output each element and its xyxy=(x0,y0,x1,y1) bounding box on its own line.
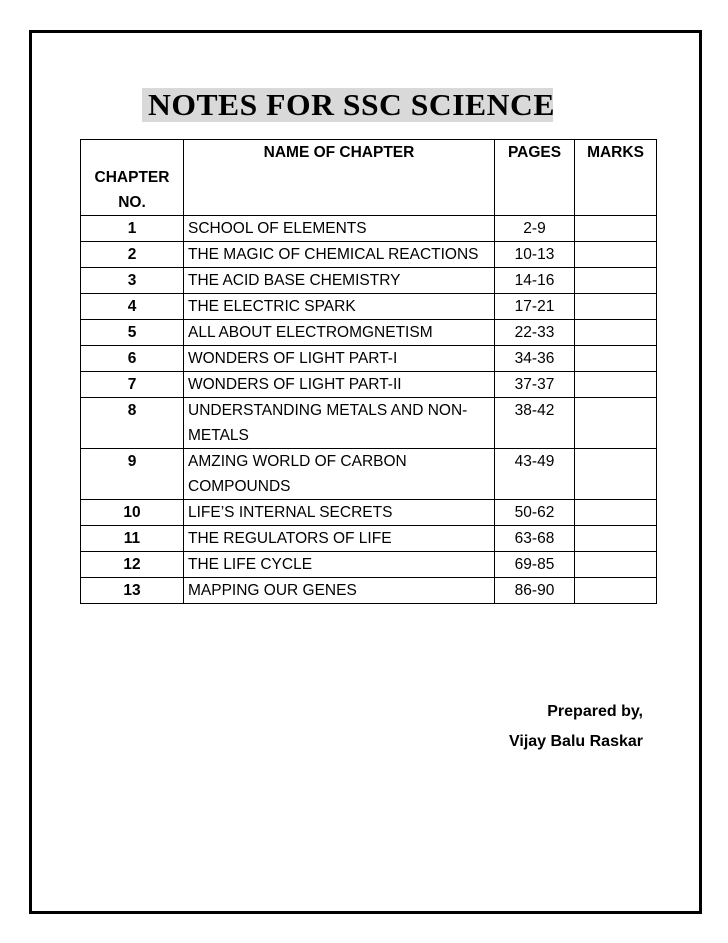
chapter-name-cell: ALL ABOUT ELECTROMGNETISM xyxy=(184,320,495,346)
table-row xyxy=(81,500,657,526)
chapter-marks-cell xyxy=(575,294,657,320)
chapter-number-cell: 9 xyxy=(81,449,184,500)
header-marks: MARKS xyxy=(575,140,657,216)
table-row xyxy=(81,449,657,500)
header-chapter-no: CHAPTER NO. xyxy=(81,140,184,216)
chapter-pages-cell: 10-13 xyxy=(495,242,575,268)
chapter-number-cell: 10 xyxy=(81,500,184,526)
chapter-number-cell: 4 xyxy=(81,294,184,320)
header-pages: PAGES xyxy=(495,140,575,216)
table-row xyxy=(81,346,657,372)
chapter-pages-cell: 86-90 xyxy=(495,578,575,604)
chapter-name-cell: MAPPING OUR GENES xyxy=(184,578,495,604)
table-row xyxy=(81,216,657,242)
chapter-name-cell: THE REGULATORS OF LIFE xyxy=(184,526,495,552)
table-row xyxy=(81,372,657,398)
table-row xyxy=(81,578,657,604)
chapter-number-cell: 11 xyxy=(81,526,184,552)
chapter-number-cell: 6 xyxy=(81,346,184,372)
chapter-pages-cell: 43-49 xyxy=(495,449,575,500)
chapter-number-cell: 1 xyxy=(81,216,184,242)
chapter-pages-cell: 34-36 xyxy=(495,346,575,372)
chapters-table xyxy=(80,139,657,604)
chapter-name-cell: LIFE’S INTERNAL SECRETS xyxy=(184,500,495,526)
chapter-marks-cell xyxy=(575,320,657,346)
chapter-pages-cell: 50-62 xyxy=(495,500,575,526)
chapter-name-cell: UNDERSTANDING METALS AND NON-METALS xyxy=(184,398,495,449)
chapter-name-cell: THE ELECTRIC SPARK xyxy=(184,294,495,320)
document-title xyxy=(142,88,553,122)
chapter-pages-cell: 38-42 xyxy=(495,398,575,449)
chapter-number-cell: 8 xyxy=(81,398,184,449)
chapter-name-cell: WONDERS OF LIGHT PART-II xyxy=(184,372,495,398)
chapter-pages-cell: 22-33 xyxy=(495,320,575,346)
chapter-marks-cell xyxy=(575,372,657,398)
chapter-marks-cell xyxy=(575,449,657,500)
prepared-by-block xyxy=(509,697,643,757)
chapter-name-cell: THE LIFE CYCLE xyxy=(184,552,495,578)
chapter-marks-cell xyxy=(575,216,657,242)
chapter-pages-cell: 14-16 xyxy=(495,268,575,294)
chapter-name-cell: THE MAGIC OF CHEMICAL REACTIONS xyxy=(184,242,495,268)
table-row xyxy=(81,242,657,268)
chapter-marks-cell xyxy=(575,578,657,604)
table-row xyxy=(81,294,657,320)
chapter-number-cell: 13 xyxy=(81,578,184,604)
chapter-pages-cell: 37-37 xyxy=(495,372,575,398)
prepared-by-label: Prepared by, xyxy=(547,703,643,720)
header-name-of-chapter: NAME OF CHAPTER xyxy=(184,140,495,216)
chapter-name-cell: WONDERS OF LIGHT PART-I xyxy=(184,346,495,372)
table-row xyxy=(81,526,657,552)
table-row xyxy=(81,268,657,294)
chapter-name-cell: THE ACID BASE CHEMISTRY xyxy=(184,268,495,294)
chapter-marks-cell xyxy=(575,552,657,578)
chapters-table-body xyxy=(81,216,657,604)
chapter-marks-cell xyxy=(575,398,657,449)
chapter-number-cell: 12 xyxy=(81,552,184,578)
chapter-marks-cell xyxy=(575,346,657,372)
table-header-row xyxy=(81,140,657,216)
chapter-number-cell: 3 xyxy=(81,268,184,294)
chapter-marks-cell xyxy=(575,526,657,552)
chapter-marks-cell xyxy=(575,268,657,294)
document-title-text: NOTES FOR SSC SCIENCE xyxy=(148,87,555,122)
table-row xyxy=(81,320,657,346)
chapter-marks-cell xyxy=(575,500,657,526)
chapter-name-cell: AMZING WORLD OF CARBON COMPOUNDS xyxy=(184,449,495,500)
chapter-number-cell: 7 xyxy=(81,372,184,398)
chapter-pages-cell: 69-85 xyxy=(495,552,575,578)
table-row xyxy=(81,552,657,578)
chapter-marks-cell xyxy=(575,242,657,268)
chapter-number-cell: 2 xyxy=(81,242,184,268)
chapter-number-cell: 5 xyxy=(81,320,184,346)
author-name: Vijay Balu Raskar xyxy=(508,733,643,750)
chapter-name-cell: SCHOOL OF ELEMENTS xyxy=(184,216,495,242)
chapter-pages-cell: 2-9 xyxy=(495,216,575,242)
chapter-pages-cell: 63-68 xyxy=(495,526,575,552)
chapter-pages-cell: 17-21 xyxy=(495,294,575,320)
table-row xyxy=(81,398,657,449)
